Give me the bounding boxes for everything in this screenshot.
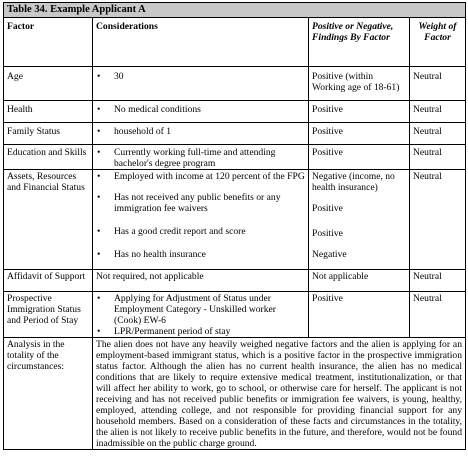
applicant-table xyxy=(3,17,466,450)
considerations-cell xyxy=(93,145,309,170)
findings-cell: Positive xyxy=(309,123,410,145)
bullet-item: • LPR/Permanent period of stay xyxy=(96,326,305,337)
finding-text: Negative (income, no health insurance) xyxy=(312,171,395,193)
header-factor: Factor xyxy=(4,18,93,67)
factor-cell: Education and Skills xyxy=(4,145,93,170)
weight-cell: Neutral xyxy=(410,270,466,292)
findings-cell: Not applicable xyxy=(309,270,410,292)
factor-cell: Assets, Resources and Financial Status xyxy=(4,170,93,270)
weight-cell: Neutral xyxy=(410,123,466,145)
considerations-cell xyxy=(93,123,309,145)
findings-cell: Positive xyxy=(309,101,410,123)
findings-cell: Positive (within Working age of 18-61) xyxy=(309,67,410,101)
analysis-text: The alien does not have any heavily weighed negative factors and the alien is applying for an employment-based immigrant status, which is a positive factor in the prospective immigration status factor. Although the alien has no current health insurance, the alien has no medical conditions that are likely to require extensive medical treatment, institutionalization, or that will affect her ability to work, go to school, or otherwise care for herself. The applicant is not receiving and has not received public benefits or immigration fee waivers, is young, healthy, employed, attending college, and not responsible for providing financial support for any household members. Based on a consideration of these facts and circumstances in the totality, the alien is not likely to receive public benefits in the future, and therefore, would not be found inadmissible on the public charge ground. xyxy=(93,338,466,450)
table-row-affidavit xyxy=(4,270,466,292)
factor-cell: Health xyxy=(4,101,93,123)
weight-cell: Neutral xyxy=(410,170,466,270)
bullet-item: • Has a good credit report and score xyxy=(96,226,305,237)
factor-cell: Prospective Immigration Status and Period of Stay xyxy=(4,292,93,338)
factor-cell: Affidavit of Support xyxy=(4,270,93,292)
table-row-family-status xyxy=(4,123,466,145)
table-row-education xyxy=(4,145,466,170)
findings-cell: Positive xyxy=(309,145,410,170)
bullet-item: • Has not received any public benefits or any immigration fee waivers xyxy=(96,192,305,214)
factor-cell: Age xyxy=(4,67,93,101)
considerations-cell xyxy=(93,292,309,338)
considerations-cell xyxy=(93,170,309,270)
table-row-health xyxy=(4,101,466,123)
bullet-item: • Has no health insurance xyxy=(96,249,305,260)
header-weight: Weight of Factor xyxy=(410,18,466,67)
header-considerations: Considerations xyxy=(93,18,309,67)
header-row xyxy=(4,18,466,67)
finding-text: Positive xyxy=(312,228,343,239)
findings-cell xyxy=(309,170,410,270)
considerations-cell: Not required, not applicable xyxy=(93,270,309,292)
bullet-item: • Currently working full-time and attending bachelor's degree program xyxy=(96,147,305,169)
header-findings: Positive or Negative, Findings By Factor xyxy=(309,18,410,67)
finding-text: Positive xyxy=(312,203,343,214)
bullet-item: • household of 1 xyxy=(96,126,305,137)
bullet-item: • Applying for Adjustment of Status under Employment Category - Unskilled worker (Cook) EW-6 xyxy=(96,293,305,326)
factor-cell: Family Status xyxy=(4,123,93,145)
findings-cell: Positive xyxy=(309,292,410,338)
table-row-analysis xyxy=(4,338,466,450)
bullet-item: • 30 xyxy=(96,71,305,82)
table-row-prospective-status xyxy=(4,292,466,338)
weight-cell: Neutral xyxy=(410,101,466,123)
considerations-cell xyxy=(93,101,309,123)
bullet-item: • Employed with income at 120 percent of the FPG xyxy=(96,171,305,182)
bullet-item: • No medical conditions xyxy=(96,104,305,115)
finding-text: Negative xyxy=(312,249,347,260)
factor-cell: Analysis in the totality of the circumstances: xyxy=(4,338,93,450)
considerations-cell xyxy=(93,67,309,101)
table-title: Table 34. Example Applicant A xyxy=(3,2,466,18)
table-row-age xyxy=(4,67,466,101)
table-row-assets xyxy=(4,170,466,270)
weight-cell: Neutral xyxy=(410,145,466,170)
weight-cell: Neutral xyxy=(410,292,466,338)
weight-cell: Neutral xyxy=(410,67,466,101)
